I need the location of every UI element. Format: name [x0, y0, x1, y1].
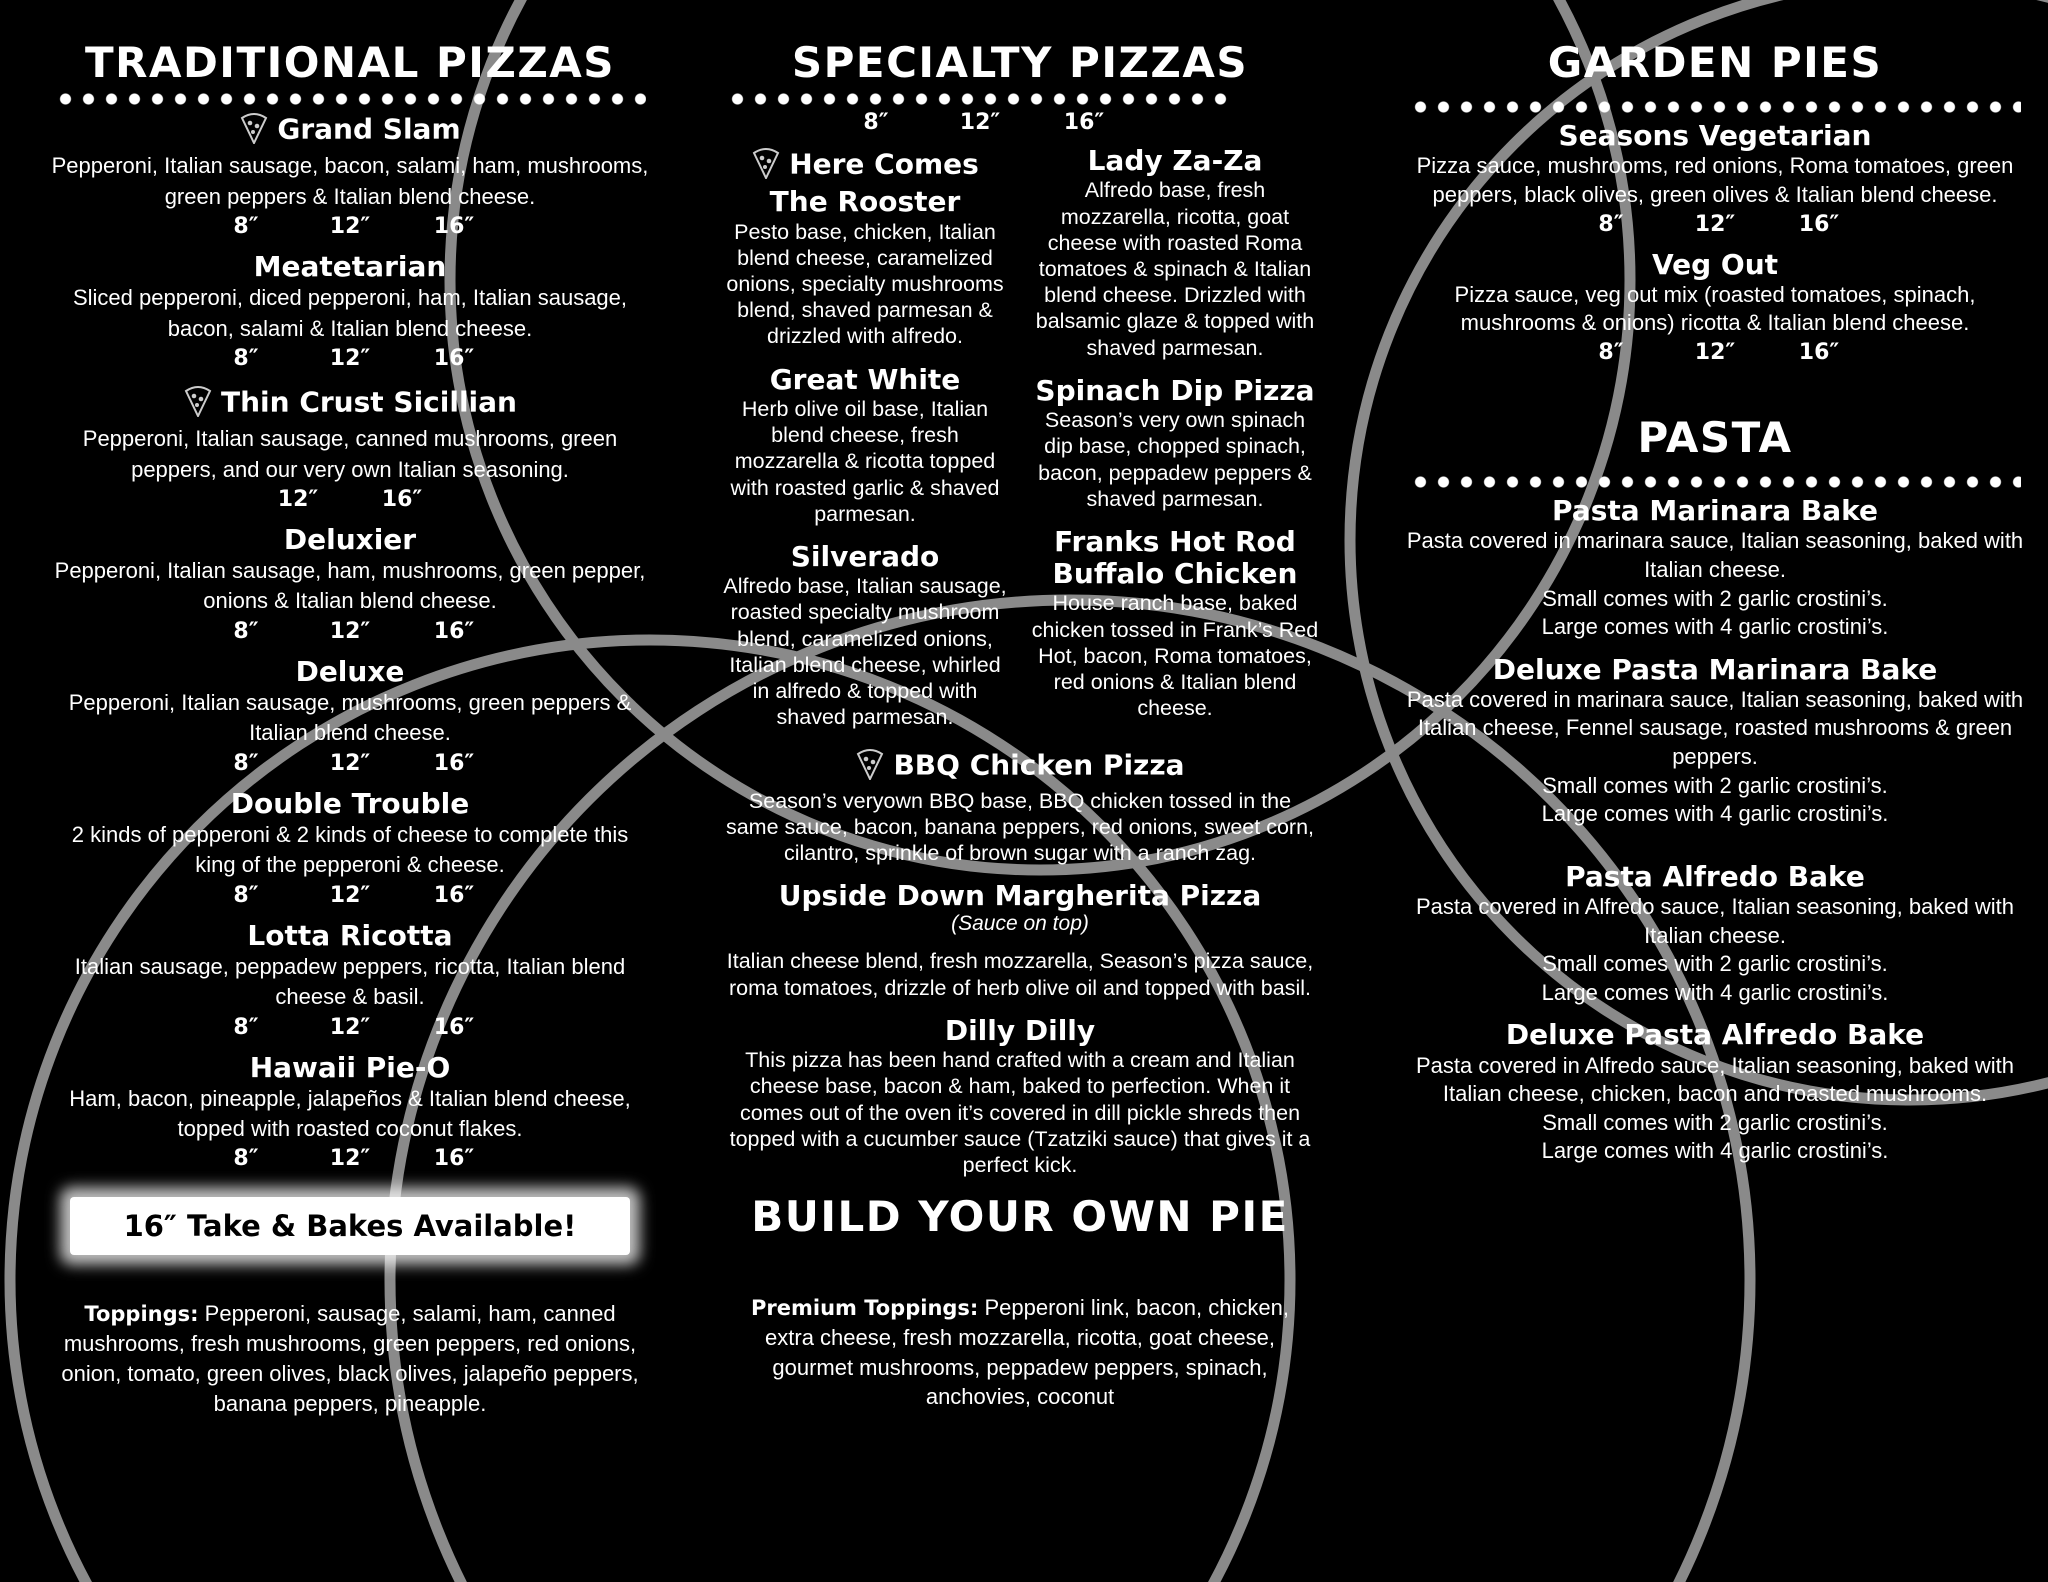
seasons-slice-icon [751, 145, 781, 186]
size-label: 12″ [329, 1146, 371, 1172]
item-subtitle: (Sauce on top) [951, 912, 1089, 936]
size-label: 8″ [233, 346, 259, 371]
item-desc: Season’s very own spinach dip base, chopped spinach, bacon, peppadew peppers & shaved parmesan. [1038, 408, 1312, 511]
item-desc: Pasta covered in Alfredo sauce, Italian seasoning, baked with Italian cheese, chicken, bacon and roasted mushrooms. [1415, 1052, 2015, 1107]
size-label: 12″ [329, 882, 371, 908]
item-name: Double Trouble [230, 786, 470, 820]
size-list [1405, 212, 2025, 237]
item-desc: Pesto base, chicken, Italian blend cheese, caramelized onions, specialty mushrooms blend, shaved parmesan & drizzled with alfredo. [726, 219, 1004, 349]
size-label: 8″ [1598, 211, 1624, 237]
size-label: 8″ [233, 1146, 259, 1172]
item-desc: Pizza sauce, veg out mix (roasted tomatoes, spinach, mushrooms & onions) ricotta & Italian blend cheese. [1454, 281, 1976, 336]
menu-item [720, 880, 1320, 1001]
size-label: 16″ [381, 486, 423, 512]
item-desc: Alfredo base, Italian sausage, roasted specialty mushroom blend, caramelized onions, Italian blend cheese, whirled in alfredo & topped with shaved parmesan. [723, 574, 1007, 730]
menu-item [50, 1052, 650, 1172]
size-label: 16″ [1798, 339, 1840, 365]
item-desc: Pasta covered in Alfredo sauce, Italian seasoning, baked with Italian cheese. [1415, 894, 2015, 948]
size-label: 12″ [1694, 211, 1736, 237]
seasons-slice-icon [183, 383, 213, 424]
large-note: Large comes with 4 garlic crostini’s. [1541, 1138, 1889, 1164]
item-name: Meatetarian [253, 250, 447, 284]
menu-item [1405, 495, 2025, 642]
item-name: Deluxe Pasta Marinara Bake [1492, 652, 1938, 686]
item-desc: Pizza sauce, mushrooms, red onions, Roma tomatoes, green peppers, black olives, green olives & Italian blend cheese. [1416, 153, 2014, 207]
large-note: Large comes with 4 garlic crostini’s. [1541, 979, 1889, 1005]
size-label: 16″ [433, 750, 475, 776]
size-label: 8″ [233, 618, 259, 644]
dotted-divider [54, 92, 646, 106]
size-label: 8″ [233, 750, 259, 776]
menu-item [1030, 526, 1320, 721]
item-name: Spinach Dip Pizza [1035, 373, 1315, 407]
size-label: 12″ [329, 750, 371, 776]
menu-item [50, 251, 650, 371]
premium-toppings-text: Pepperoni link, bacon, chicken, extra cheese, fresh mozzarella, ricotta, goat cheese, gourmet mushrooms, peppadew peppers, spinach, anchovies, coconut [765, 1295, 1289, 1410]
size-label: 12″ [959, 110, 1001, 136]
pasta-title: PASTA [1637, 412, 1793, 462]
item-name: Silverado [790, 539, 940, 573]
menu-item [1030, 145, 1320, 361]
menu-item [50, 656, 650, 776]
premium-toppings-list [720, 1293, 1320, 1412]
menu-item [720, 364, 1010, 527]
toppings-text: Pepperoni, sausage, salami, ham, canned mushrooms, fresh mushrooms, green peppers, red onions, onion, tomato, green olives, black olives, jalapeño peppers, banana peppers, pineapple. [61, 1301, 639, 1416]
size-label: 8″ [1598, 339, 1624, 365]
size-list [50, 487, 650, 512]
build-your-own-title: BUILD YOUR OWN PIE [751, 1192, 1289, 1242]
size-label: 16″ [433, 214, 475, 240]
item-desc: Sliced pepperoni, diced pepperoni, ham, Italian sausage, bacon, salami & Italian blend cheese. [72, 285, 628, 341]
item-name: Veg Out [1651, 247, 1779, 281]
specialty-grid [720, 141, 1320, 730]
premium-toppings-label: Premium Toppings: [751, 1296, 979, 1321]
item-desc: Pepperoni, Italian sausage, bacon, salami, ham, mushrooms, green peppers & Italian blend cheese. [51, 153, 649, 209]
item-desc: Alfredo base, fresh mozzarella, ricotta, goat cheese with roasted Roma tomatoes & spinach & Italian blend cheese. Drizzled with balsamic glaze & topped with shaved parmesan. [1035, 178, 1315, 360]
item-desc: Italian sausage, peppadew peppers, ricotta, Italian blend cheese & basil. [74, 953, 626, 1010]
small-note: Small comes with 2 garlic crostini’s. [1542, 1109, 1888, 1135]
size-label: 12″ [329, 346, 371, 371]
size-label: 12″ [329, 214, 371, 240]
section-title: TRADITIONAL PIZZAS [84, 38, 616, 87]
item-desc: Pepperoni, Italian sausage, ham, mushrooms, green pepper, onions & Italian blend cheese. [54, 558, 646, 614]
menu-item [1405, 654, 2025, 829]
item-name: Here Comes The Rooster [769, 147, 979, 219]
size-label: 12″ [1694, 339, 1736, 365]
menu-item [1405, 120, 2025, 236]
size-list [50, 883, 650, 908]
dotted-divider [726, 92, 1230, 106]
traditional-pizzas-section [50, 30, 650, 1418]
toppings-list [50, 1299, 650, 1418]
large-note: Large comes with 4 garlic crostini’s. [1541, 801, 1889, 827]
size-label: 12″ [329, 618, 371, 644]
size-list [50, 619, 650, 644]
item-name: Pasta Alfredo Bake [1565, 859, 1865, 893]
menu-item [720, 145, 1010, 349]
menu-item [50, 788, 650, 908]
large-note: Large comes with 4 garlic crostini’s. [1541, 614, 1889, 640]
toppings-label: Toppings: [84, 1302, 199, 1327]
size-label: 16″ [433, 1014, 475, 1040]
garden-pies-section [1405, 30, 2025, 1166]
item-desc: 2 kinds of pepperoni & 2 kinds of cheese to complete this king of the pepperoni & cheese. [71, 821, 629, 878]
size-label: 16″ [1798, 211, 1840, 237]
item-name: Pasta Marinara Bake [1552, 494, 1878, 528]
dotted-divider [1409, 100, 2021, 114]
item-name: Lady Za-Za [1087, 144, 1263, 178]
item-desc: Ham, bacon, pineapple, jalapeños & Italian blend cheese, topped with roasted coconut flakes. [69, 1085, 631, 1142]
size-label: 8″ [863, 110, 889, 136]
item-name: Great White [769, 362, 961, 396]
size-list [50, 214, 650, 239]
small-note: Small comes with 2 garlic crostini’s. [1542, 772, 1888, 798]
size-list [1405, 340, 2025, 365]
item-name: Grand Slam [277, 112, 461, 146]
menu-item [50, 383, 650, 512]
specialty-pizzas-section [720, 30, 1320, 1412]
item-desc: House ranch base, baked chicken tossed in Frank’s Red Hot, bacon, Roma tomatoes, red onions & Italian blend cheese. [1031, 591, 1319, 721]
item-name: Franks Hot Rod Buffalo Chicken [1052, 524, 1298, 591]
menu-item [720, 1015, 1320, 1178]
menu-item [50, 524, 650, 644]
size-label: 8″ [233, 1014, 259, 1040]
item-name: Thin Crust Sicillian [221, 385, 517, 419]
menu-item [50, 110, 650, 239]
item-name: Deluxe [295, 654, 405, 688]
menu-item [1405, 1019, 2025, 1166]
item-desc: This pizza has been hand crafted with a cream and Italian cheese base, bacon & ham, baked to perfection. When it comes out of the oven it’s covered in dill pickle shreds then topped with a cucumber sauce (Tzatziki sauce) that gives it a perfect kick. [729, 1048, 1311, 1177]
size-label: 12″ [329, 1014, 371, 1040]
item-name: Seasons Vegetarian [1558, 119, 1872, 153]
item-name: Deluxe Pasta Alfredo Bake [1505, 1018, 1925, 1052]
menu-item [720, 746, 1320, 866]
specialty-right-list [1030, 141, 1320, 730]
menu-item [1405, 249, 2025, 365]
item-name: Deluxier [283, 522, 417, 556]
menu-item [720, 541, 1010, 731]
item-desc: Pepperoni, Italian sausage, mushrooms, green peppers & Italian blend cheese. [68, 690, 632, 746]
dotted-divider [1409, 475, 2021, 489]
menu-item [1405, 861, 2025, 1008]
size-label: 16″ [433, 1146, 475, 1172]
item-name: Dilly Dilly [944, 1013, 1096, 1047]
item-name: Hawaii Pie-O [249, 1050, 451, 1084]
item-name: Lotta Ricotta [247, 918, 453, 952]
item-name: Upside Down Margherita Pizza [778, 879, 1262, 913]
size-list [50, 346, 650, 371]
section-title: SPECIALTY PIZZAS [791, 38, 1249, 87]
menu-item [1030, 375, 1320, 512]
item-desc: Herb olive oil base, Italian blend cheese, fresh mozzarella & ricotta topped with roasted garlic & shaved parmesan. [730, 396, 1000, 526]
item-name: BBQ Chicken Pizza [893, 749, 1185, 783]
size-list [720, 110, 1240, 135]
item-desc: Pepperoni, Italian sausage, canned mushrooms, green peppers, and our very own Italian seasoning. [82, 426, 618, 482]
size-label: 16″ [433, 882, 475, 908]
section-title: GARDEN PIES [1547, 38, 1883, 87]
size-label: 8″ [233, 882, 259, 908]
menu-item [50, 920, 650, 1040]
item-desc: Pasta covered in marinara sauce, Italian seasoning, baked with Italian cheese. [1406, 528, 2024, 582]
size-label: 16″ [433, 346, 475, 371]
item-desc: Pasta covered in marinara sauce, Italian seasoning, baked with Italian cheese, Fennel sausage, roasted mushrooms & green peppers. [1406, 686, 2024, 770]
item-desc: Italian cheese blend, fresh mozzarella, Season’s pizza sauce, roma tomatoes, drizzle of herb olive oil and topped with basil. [726, 949, 1314, 1000]
size-label: 16″ [433, 618, 475, 644]
small-note: Small comes with 2 garlic crostini’s. [1542, 951, 1888, 977]
size-list [50, 1015, 650, 1040]
size-label: 16″ [1063, 110, 1105, 136]
seasons-slice-icon [239, 110, 269, 151]
seasons-slice-icon [855, 746, 885, 787]
small-note: Small comes with 2 garlic crostini’s. [1542, 585, 1888, 611]
item-desc: Season’s veryown BBQ base, BBQ chicken tossed in the same sauce, bacon, banana peppers, red onions, sweet corn, cilantro, sprinkle of brown sugar with a ranch zag. [725, 788, 1315, 866]
take-and-bake-banner: 16″ Take & Bakes Available! [70, 1197, 630, 1255]
size-label: 12″ [277, 486, 319, 512]
specialty-left-list [720, 141, 1010, 730]
size-list [50, 1146, 650, 1171]
size-label: 8″ [233, 214, 259, 240]
size-list [50, 751, 650, 776]
